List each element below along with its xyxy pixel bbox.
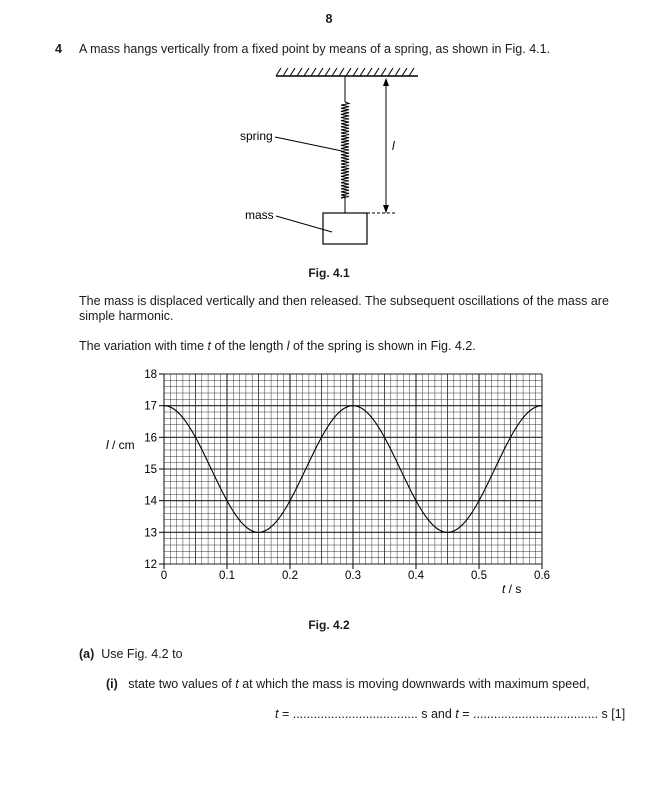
y-tick-label: 13 <box>144 527 157 540</box>
p2-part-c: of the spring is shown in Fig. 4.2. <box>289 339 476 353</box>
mass-label: mass <box>245 208 274 222</box>
answer-unit-2: s <box>598 707 608 721</box>
answer-t2: t <box>455 707 459 721</box>
y-tick-label: 14 <box>144 495 157 508</box>
part-i-var-t: t <box>235 677 239 691</box>
p2-var-t: t <box>207 339 212 353</box>
x-tick-label: 0.2 <box>282 570 298 582</box>
part-i-text-b: at which the mass is moving downwards with maximum speed, <box>238 677 590 691</box>
answer-eq1: = <box>278 707 293 721</box>
y-tick-label: 17 <box>144 400 157 413</box>
question-number: 4 <box>55 42 62 56</box>
length-label: l <box>392 139 395 153</box>
y-axis-label: l / cm <box>106 438 135 452</box>
x-tick-label: 0.6 <box>534 570 550 582</box>
part-i-label: (i) <box>106 677 118 691</box>
p2-var-l: l <box>286 339 290 353</box>
page-number: 8 <box>325 12 333 26</box>
paragraph-1: The mass is displaced vertically and then released. The subsequent oscillations of the mass are simple harmonic. <box>79 294 609 323</box>
part-a-label: (a) <box>79 647 95 661</box>
answer-unit-1: s and <box>417 707 456 721</box>
p2-part-b: of the length <box>211 339 287 353</box>
axis-ticks <box>159 374 542 569</box>
x-axis-label: t / s <box>502 582 522 596</box>
y-tick-label: 15 <box>144 464 157 476</box>
part-a <box>79 647 183 662</box>
x-tick-label: 0.1 <box>219 570 235 582</box>
spring-label: spring <box>240 129 273 143</box>
y-tick-label: 16 <box>144 432 157 445</box>
x-tick-label: 0.5 <box>471 570 487 582</box>
part-a-text: Use Fig. 4.2 to <box>101 647 183 661</box>
part-i <box>106 677 590 692</box>
p2-part-a: The variation with time <box>79 339 208 353</box>
fig41-caption: Fig. 4.1 <box>308 266 350 280</box>
answer-eq2: = <box>458 707 474 721</box>
y-tick-label: 12 <box>144 559 157 571</box>
fig42-caption: Fig. 4.2 <box>308 618 350 632</box>
answer-line[interactable] <box>275 707 625 722</box>
answer-t1: t <box>275 707 279 721</box>
answer-blank-2[interactable]: .................................... <box>473 707 599 721</box>
marks: [1] <box>611 707 626 721</box>
question-intro: A mass hangs vertically from a fixed point by means of a spring, as shown in Fig. 4.1. <box>79 42 551 56</box>
x-tick-label: 0 <box>160 570 168 582</box>
y-tick-label: 18 <box>144 369 157 381</box>
x-tick-label: 0.3 <box>345 570 361 582</box>
x-tick-label: 0.4 <box>408 570 424 582</box>
answer-blank-1[interactable]: .................................... <box>292 707 418 721</box>
part-i-text-a: state two values of <box>128 677 236 691</box>
